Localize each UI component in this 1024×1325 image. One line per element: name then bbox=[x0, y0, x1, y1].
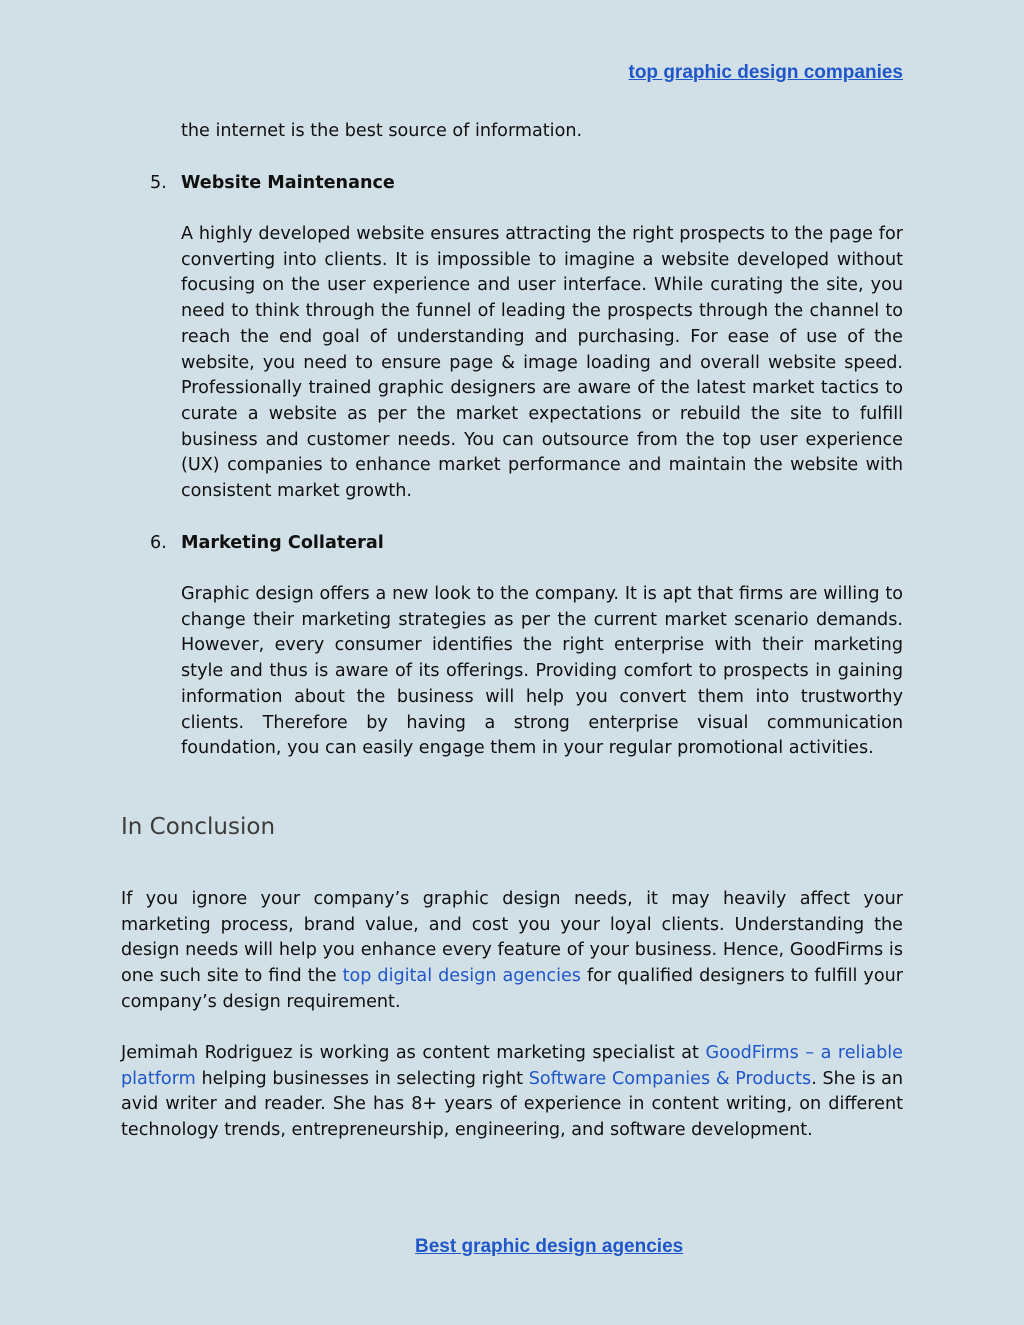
link-top-digital-design-agencies[interactable]: top digital design agencies bbox=[342, 966, 581, 987]
paragraph-text: Jemimah Rodriguez is working as content marketing specialist at bbox=[121, 1043, 706, 1063]
list-item-body: A highly developed website ensures attracting the right prospects to the page for converting into clients. It is impossible to imagine a website developed without focusing on the user experience and user interface. While curating the site, you need to think through the funnel of leading the prospects through the channel to reach the end goal of understanding and purchasing. For ease of use of the website, you need to ensure page & image loading and overall website speed. Professionally trained graphic designers are aware of the latest market tactics to curate a website as per the market expectations or rebuild the site to fulfill business and customer needs. You can outsource from the top user experience (UX) companies to enhance market performance and maintain the website with consistent market growth. bbox=[181, 224, 903, 502]
intro-line: the internet is the best source of information. bbox=[181, 121, 583, 141]
section-heading-in-conclusion: In Conclusion bbox=[121, 814, 276, 840]
header-link-top-graphic-design-companies[interactable]: top graphic design companies bbox=[628, 62, 903, 83]
list-item-body: Graphic design offers a new look to the company. It is apt that firms are willing to change their marketing strategies as per the current market scenario demands. However, every consumer identifies the right enterprise with their marketing style and thus is aware of its offerings. Providing comfort to prospects in gaining information about the business will help you convert them into trustworthy clients. Therefore by having a strong enterprise visual communication foundation, you can easily engage them in your regular promotional activities. bbox=[181, 584, 903, 759]
paragraph-text: . She is an avid writer and reader. She has 8+ years of experience in content writing, on different technology trends, entrepreneurship, engineering, and software development. bbox=[121, 1068, 904, 1141]
link-goodfirms-platform[interactable]: GoodFirms – a reliable platform bbox=[121, 1043, 903, 1089]
list-item-number: 6. bbox=[150, 533, 167, 553]
author-bio-paragraph bbox=[121, 1041, 903, 1144]
paragraph-text: helping businesses in selecting right bbox=[195, 1068, 529, 1089]
list-item-heading: Website Maintenance bbox=[181, 173, 395, 193]
footer-link-best-graphic-design-agencies[interactable]: Best graphic design agencies bbox=[415, 1236, 684, 1257]
link-software-companies-products[interactable]: Software Companies & Products bbox=[528, 1068, 812, 1089]
conclusion-paragraph bbox=[121, 887, 903, 1016]
list-item-number: 5. bbox=[150, 173, 167, 193]
paragraph-text: for qualified designers to fulfill your company’s design requirement. bbox=[121, 966, 903, 1012]
paragraph-text: If you ignore your company’s graphic design needs, it may heavily affect your marketing process, brand value, and cost you your loyal clients. Understanding the design needs will help you enhance every feature of your business. Hence, GoodFirms is one such site to find the bbox=[121, 889, 903, 987]
list-item-heading: Marketing Collateral bbox=[181, 533, 384, 553]
